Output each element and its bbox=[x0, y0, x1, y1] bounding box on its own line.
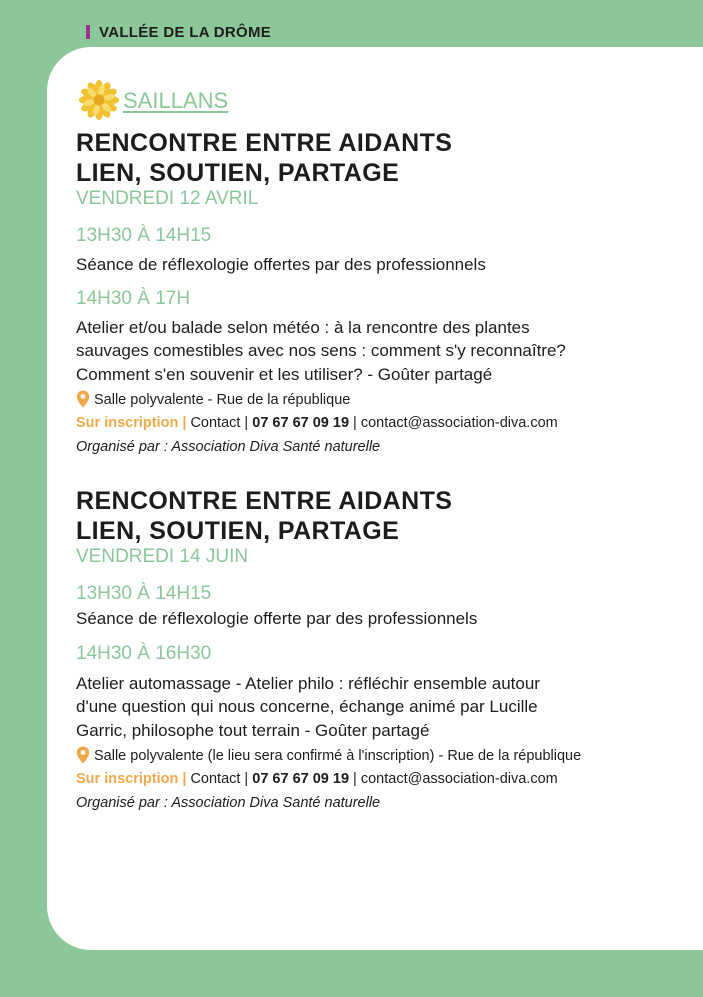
description-line: Atelier automassage - Atelier philo : réfléchir ensemble autour bbox=[76, 673, 540, 693]
contact-row bbox=[76, 413, 676, 433]
flower-icon bbox=[78, 79, 120, 121]
location-pin-icon bbox=[76, 390, 90, 408]
contact-label: Contact | bbox=[190, 415, 249, 431]
section-header bbox=[86, 22, 271, 42]
registration-label: Sur inscription | bbox=[76, 771, 187, 787]
contact-separator: | bbox=[353, 771, 357, 787]
description-line: Comment s'en souvenir et les utiliser? - Goûter partagé bbox=[76, 364, 493, 384]
contact-row bbox=[76, 769, 676, 789]
session-description bbox=[76, 672, 676, 743]
event-date: VENDREDI 14 JUIN bbox=[76, 546, 249, 567]
description-line: Atelier et/ou balade selon météo : à la rencontre des plantes bbox=[76, 317, 530, 337]
section-title: VALLÉE DE LA DRÔME bbox=[99, 23, 272, 41]
location-pin-icon bbox=[76, 746, 90, 764]
session-description bbox=[76, 253, 676, 277]
description-line: Séance de réflexologie offertes par des professionnels bbox=[76, 255, 486, 274]
contact-label: Contact | bbox=[190, 771, 249, 787]
phone-number[interactable]: 07 67 67 09 19 bbox=[252, 771, 350, 787]
event-title-line2: LIEN, SOUTIEN, PARTAGE bbox=[76, 517, 400, 545]
event-2 bbox=[76, 486, 676, 813]
location-row bbox=[76, 390, 676, 410]
email-link[interactable]: contact@association-diva.com bbox=[360, 415, 558, 431]
session-description bbox=[76, 607, 676, 631]
organizer: Organisé par : Association Diva Santé naturelle bbox=[76, 795, 381, 811]
header-accent-bar bbox=[86, 25, 90, 39]
contact-separator: | bbox=[353, 415, 357, 431]
content bbox=[76, 78, 676, 813]
location-text: Salle polyvalente - Rue de la république bbox=[94, 392, 351, 408]
session-time: 14H30 À 17H bbox=[76, 287, 191, 309]
session-description bbox=[76, 316, 676, 387]
location-row bbox=[76, 746, 676, 766]
session-time: 13H30 À 14H15 bbox=[76, 583, 212, 604]
organizer: Organisé par : Association Diva Santé naturelle bbox=[76, 439, 381, 455]
event-title-line1: RENCONTRE ENTRE AIDANTS bbox=[76, 129, 453, 157]
session-time: 13H30 À 14H15 bbox=[76, 225, 212, 246]
registration-label: Sur inscription | bbox=[76, 415, 187, 431]
event-1 bbox=[76, 128, 676, 457]
event-title-line2: LIEN, SOUTIEN, PARTAGE bbox=[76, 159, 400, 187]
phone-number[interactable]: 07 67 67 09 19 bbox=[252, 415, 350, 431]
city-name[interactable]: SAILLANS bbox=[123, 88, 229, 113]
session-time: 14H30 À 16H30 bbox=[76, 642, 212, 664]
description-line: d'une question qui nous concerne, échange animé par Lucille bbox=[76, 697, 538, 716]
location-text: Salle polyvalente (le lieu sera confirmé à l'inscription) - Rue de la république bbox=[94, 748, 582, 764]
event-title-line1: RENCONTRE ENTRE AIDANTS bbox=[76, 487, 453, 515]
email-link[interactable]: contact@association-diva.com bbox=[360, 771, 558, 787]
description-line: Séance de réflexologie offerte par des professionnels bbox=[76, 609, 478, 628]
city-heading bbox=[78, 78, 676, 122]
description-line: sauvages comestibles avec nos sens : comment s'y reconnaître? bbox=[76, 341, 566, 360]
description-line: Garric, philosophe tout terrain - Goûter partagé bbox=[76, 720, 430, 740]
event-date: VENDREDI 12 AVRIL bbox=[76, 188, 259, 209]
